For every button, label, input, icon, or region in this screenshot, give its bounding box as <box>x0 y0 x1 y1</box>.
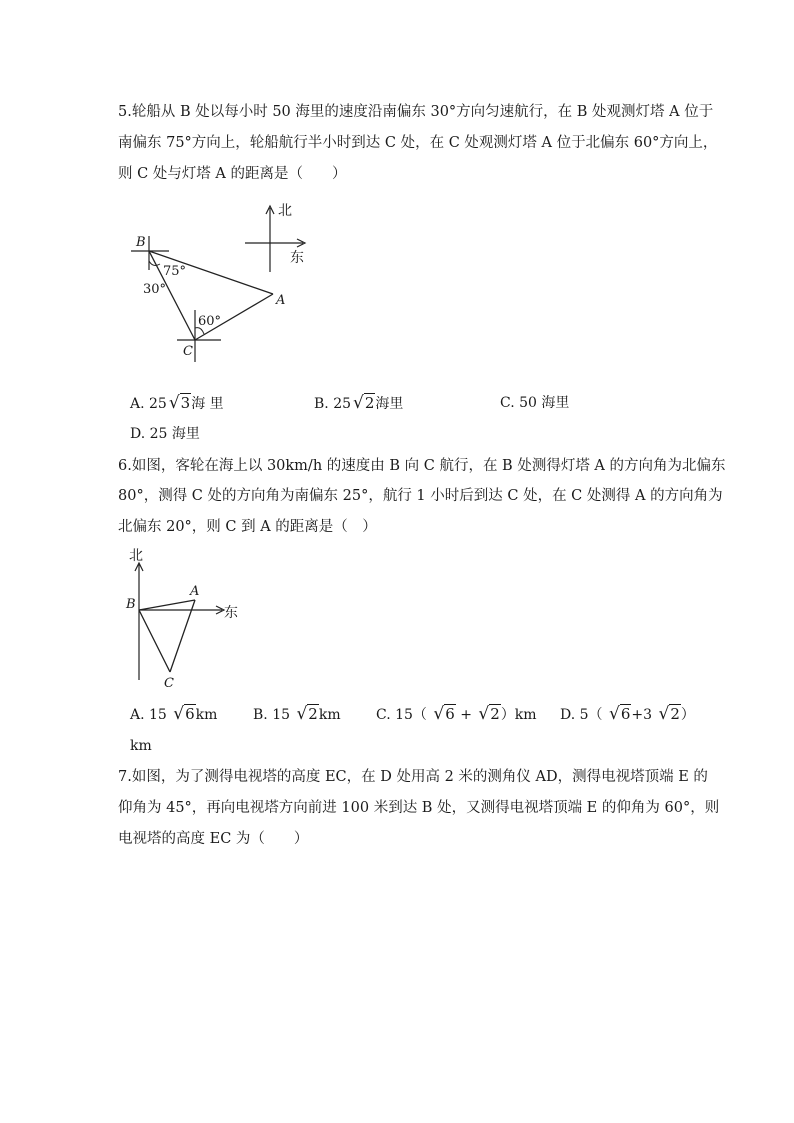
q5-line-1: 5.轮船从 B 处以每小时 50 海里的速度沿南偏东 30°方向匀速航行，在 B 处观测灯塔 A 位于 <box>118 104 714 120</box>
q5-north-label: 北 <box>278 203 292 219</box>
q6-label-a: A <box>190 584 200 599</box>
sqrt-symbol: √3 <box>168 393 191 413</box>
q5-option-d: D. 25 海里 <box>130 426 200 442</box>
q5-line-3: 则 C 处与灯塔 A 的距离是（ ） <box>118 166 347 182</box>
q6-line-2: 80°，测得 C 处的方向角为南偏东 25°，航行 1 小时后到达 C 处，在 C 处测得 A 的方向角为 <box>118 488 723 504</box>
q5-figure <box>125 198 325 363</box>
q6-north-label: 北 <box>129 548 143 564</box>
sqrt-symbol: √2 <box>296 704 318 724</box>
q6-line-1: 6.如图，客轮在海上以 30km/h 的速度由 B 向 C 航行，在 B 处测得灯塔 A 的方向角为北偏东 <box>118 458 726 474</box>
q6-option-a: A. 15 √6km <box>130 704 218 724</box>
q5-option-a: A. 25 √3海 里 <box>130 393 224 413</box>
q7-line-1: 7.如图，为了测得电视塔的高度 EC，在 D 处用高 2 米的测角仪 AD，测得电视塔顶端 E 的 <box>118 769 708 785</box>
sqrt-symbol: √2 <box>478 704 500 724</box>
sqrt-symbol: √2 <box>658 704 680 724</box>
q6-east-label: 东 <box>224 605 238 621</box>
q5-east-label: 东 <box>290 250 304 266</box>
q7-line-3: 电视塔的高度 EC 为（ ） <box>118 831 309 847</box>
q6-option-b: B. 15 √2km <box>253 704 341 724</box>
q5-angle-75: 75° <box>163 264 187 279</box>
sqrt-symbol: √2 <box>353 393 375 413</box>
q5-option-c: C. 50 海里 <box>500 395 570 411</box>
q5-option-b: B. 25 √2海里 <box>314 393 404 413</box>
q6-option-c: C. 15（ √6 + √2）km <box>376 704 537 724</box>
q6-line-3: 北偏东 20°，则 C 到 A 的距离是（ ） <box>118 519 377 535</box>
sqrt-symbol: √6 <box>608 704 631 724</box>
q5-label-c: C <box>183 344 193 359</box>
q5-line-2: 南偏东 75°方向上，轮船航行半小时到达 C 处，在 C 处观测灯塔 A 位于北偏东 60°方向上， <box>118 135 718 151</box>
sqrt-symbol: √6 <box>433 704 455 724</box>
q7-line-2: 仰角为 45°，再向电视塔方向前进 100 米到达 B 处，又测得电视塔顶端 E 的仰角为 60°，则 <box>118 800 720 816</box>
q5-label-a: A <box>276 293 286 308</box>
q6-label-b: B <box>126 597 136 612</box>
q6-label-c: C <box>164 676 174 688</box>
q5-label-b: B <box>136 235 146 250</box>
sqrt-symbol: √6 <box>173 704 195 724</box>
q6-option-d-wrap: km <box>130 738 152 754</box>
q5-angle-30: 30° <box>143 282 167 297</box>
q5-angle-60: 60° <box>198 314 222 329</box>
q6-option-d: D. 5（ √6+3 √2） <box>560 704 695 724</box>
q6-figure <box>118 548 248 688</box>
